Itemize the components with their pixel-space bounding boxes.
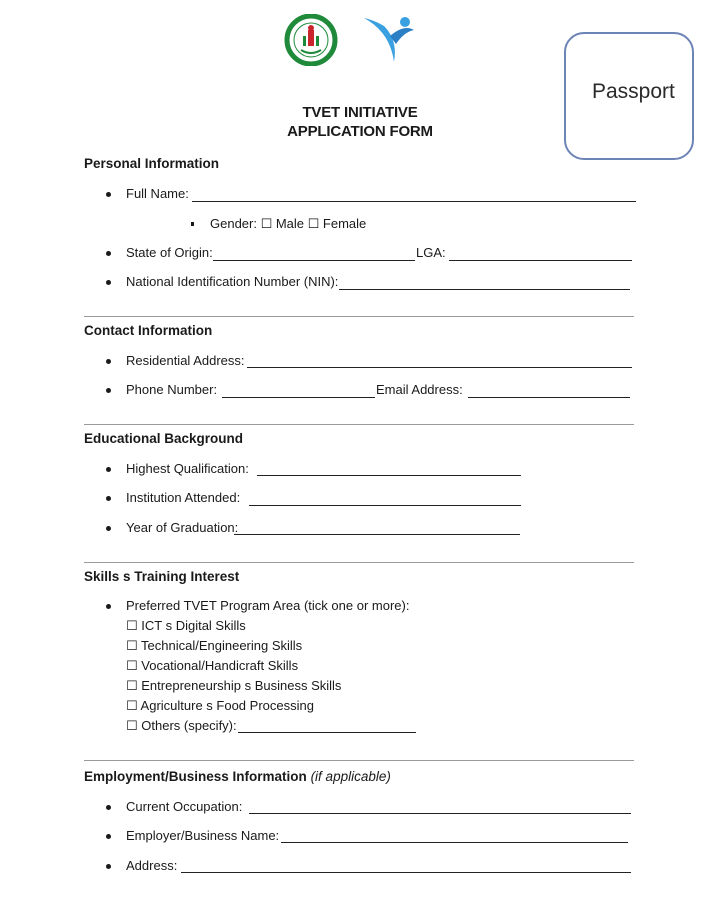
residential-address-field[interactable] xyxy=(247,367,632,368)
employment-address-label: Address: xyxy=(126,858,178,873)
full-name-label: Full Name: xyxy=(126,186,189,201)
bullet xyxy=(106,864,111,869)
option-vocational-handicraft[interactable]: ☐ Vocational/Handicraft Skills xyxy=(126,658,299,673)
section-skills-heading: Skills s Training Interest xyxy=(84,569,240,584)
full-name-field[interactable] xyxy=(192,201,636,202)
section-personal-heading: Personal Information xyxy=(84,156,220,171)
option-others[interactable]: ☐ Others (specify): xyxy=(126,718,237,733)
option-technical-engineering[interactable]: ☐ Technical/Engineering Skills xyxy=(126,638,303,653)
bullet xyxy=(106,834,111,839)
bullet xyxy=(106,805,111,810)
state-of-origin-label: State of Origin: xyxy=(126,245,213,260)
bullet xyxy=(106,526,111,531)
lga-field[interactable] xyxy=(449,260,632,261)
bullet xyxy=(106,604,111,609)
bullet xyxy=(106,388,111,393)
section-contact-heading: Contact Information xyxy=(84,323,213,338)
option-agriculture-food[interactable]: ☐ Agriculture s Food Processing xyxy=(126,698,314,713)
bullet xyxy=(106,467,111,472)
section-divider xyxy=(84,562,634,563)
ministry-seal-logo xyxy=(283,14,339,66)
institution-attended-label: Institution Attended: xyxy=(126,490,241,505)
employment-heading-text: Employment/Business Information xyxy=(84,769,307,784)
section-divider xyxy=(84,424,634,425)
sub-bullet xyxy=(191,222,194,226)
form-title-line2: APPLICATION FORM xyxy=(287,123,433,140)
employment-heading-note: (if applicable) xyxy=(310,769,391,784)
residential-address-label: Residential Address: xyxy=(126,353,245,368)
email-address-field[interactable] xyxy=(468,397,630,398)
employer-name-label: Employer/Business Name: xyxy=(126,828,280,843)
bullet xyxy=(106,359,111,364)
year-of-graduation-field[interactable] xyxy=(234,534,520,535)
section-employment-heading xyxy=(84,769,391,784)
bullet xyxy=(106,192,111,197)
bullet xyxy=(106,496,111,501)
bullet xyxy=(106,280,111,285)
phone-number-field[interactable] xyxy=(222,397,375,398)
current-occupation-label: Current Occupation: xyxy=(126,799,243,814)
tvet-swoosh-logo xyxy=(360,12,418,64)
nin-field[interactable] xyxy=(339,289,630,290)
form-title-line1: TVET INITIATIVE xyxy=(302,104,418,121)
program-area-prompt: Preferred TVET Program Area (tick one or more): xyxy=(126,598,410,613)
passport-photo-box[interactable] xyxy=(564,32,694,160)
section-divider xyxy=(84,316,634,317)
employment-address-field[interactable] xyxy=(181,872,631,873)
bullet xyxy=(106,251,111,256)
email-address-label: Email Address: xyxy=(376,382,463,397)
employer-name-field[interactable] xyxy=(281,842,628,843)
highest-qualification-label: Highest Qualification: xyxy=(126,461,249,476)
phone-number-label: Phone Number: xyxy=(126,382,218,397)
current-occupation-field[interactable] xyxy=(249,813,631,814)
others-specify-field[interactable] xyxy=(238,732,416,733)
year-of-graduation-label: Year of Graduation: xyxy=(126,520,239,535)
nin-label: National Identification Number (NIN): xyxy=(126,274,339,289)
state-of-origin-field[interactable] xyxy=(213,260,415,261)
gender-options[interactable]: Gender: ☐ Male ☐ Female xyxy=(210,216,367,231)
passport-label: Passport xyxy=(592,80,675,103)
section-education-heading: Educational Background xyxy=(84,431,244,446)
option-ict-digital[interactable]: ☐ ICT s Digital Skills xyxy=(126,618,246,633)
highest-qualification-field[interactable] xyxy=(257,475,521,476)
section-divider xyxy=(84,760,634,761)
option-entrepreneurship-business[interactable]: ☐ Entrepreneurship s Business Skills xyxy=(126,678,342,693)
lga-label: LGA: xyxy=(416,245,446,260)
institution-attended-field[interactable] xyxy=(249,505,521,506)
